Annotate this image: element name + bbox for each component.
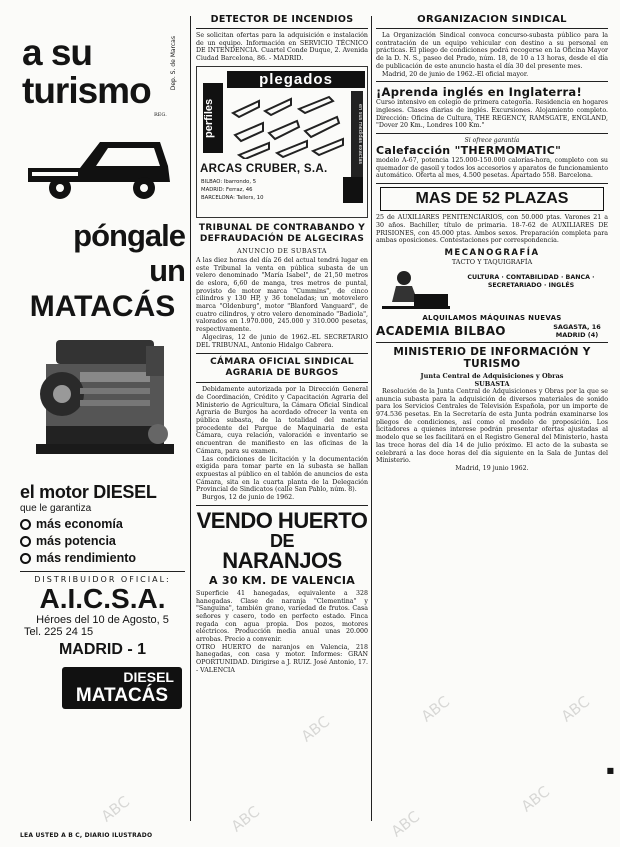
ad-garantiza: que le garantiza: [20, 503, 92, 514]
tribunal-text: A las diez horas del día 26 del actual tendrá lugar en este Tribunal la venta en pública subasta de un velero denominado "María Isabel", de 21,50 metros de eslora, 6,60 de manga, tres metros de puntal, provisto de motor marca "Cummins", de cinco cilindros y 130 HP, y 36 toneladas; un motovelero marca "Oldenburg", motor "Blanford Vanguard", de cuatro cilindros, y otro velero denominado "Badiola", valorados en 1.970.000, 245.000 y 310.000 pesetas, respectivamente.: [196, 256, 368, 334]
calefaccion-title: Calefacción "THERMOMATIC": [376, 144, 562, 158]
vendo-text: Superficie 41 hanegadas, equivalente a 328 hanegadas. Clase de naranja "Clementina" y "Sanguina", también grano, variedad de frutos. Casa señores y casero, todo en perfecto estado. Finca regada con agua propia. Dos pozos, motores eléctricos. Producción media anual unas 20.000 arrobas. Precio a convenir.: [196, 589, 368, 644]
ad-vertical-note: Dep. S. de Marcas: [170, 36, 177, 91]
vendo-location: A 30 KM. DE VALENCIA: [208, 573, 356, 587]
bullet-circle-icon: [20, 536, 31, 547]
vendo-text-2: OTRO HUERTO de naranjos en Valencia, 218 hanegadas, con casa y motor. Informes: GRAN OPORTUNIDAD. Dirigirse a J. RUIZ. José Antonio, 17. - VALENCIA: [196, 643, 368, 674]
footer-slogan: LEA USTED A B C, DIARIO ILUSTRADO: [20, 832, 153, 839]
academia-address: SAGASTA, 16 MADRID (4): [553, 322, 601, 339]
typist-illustration-icon: [378, 268, 452, 314]
abc-watermark: ABC: [97, 792, 134, 826]
ad-address: Héroes del 10 de Agosto, 5: [36, 614, 169, 626]
ad-bullet: [20, 551, 185, 565]
ad-bullet-text: más potencia: [36, 534, 116, 548]
taquigrafia-subtitle: TACTO Y TAQUIGRAFÍA: [451, 257, 533, 266]
badge-matacas: MATACÁS: [75, 685, 169, 706]
badge-diesel: DIESEL: [123, 669, 174, 685]
ingles-text: Curso intensivo en colegio de primera categoría. Residencia en hogares ingleses. Clases diarias de inglés. Excursiones. Alojamiento completo. Dirección: Oficina de Cultura, THE REGENCY, RAMSGATE, ENGLAND, "Dover 20 Km., Londres 100 Km.": [376, 99, 608, 130]
camara-title: CÁMARA OFICIAL SINDICAL AGRARIA DE BURGOS: [210, 357, 354, 379]
ministerio-subtitle: Junta Central de Adquisiciones y Obras: [420, 371, 564, 380]
mas52-title-box: MAS DE 52 PLAZAS: [380, 187, 604, 211]
calefaccion-text: modelo A-67, potencia 125.000-150.000 calorías-hora, completo con su quemador de gasoil y todos los accesorios y aparatos de funcionamiento automático. Oferta al mes, 4.500 pesetas. Apartado 558. Barcelona.: [376, 157, 608, 180]
abc-watermark: ABC: [297, 712, 334, 746]
mecanografia-title: MECANOGRAFÍA: [444, 247, 540, 258]
diesel-engine-icon: [20, 326, 185, 476]
camara-sign: Burgos, 12 de junio de 1962.: [202, 494, 295, 502]
office-line: MADRID: Ferraz, 46: [201, 186, 253, 193]
ministerio-text: Resolución de la Junta Central de Adquisiciones y Obras por la que se anuncia subasta para la adquisición de diversos materiales de sonido para los Servicios Centrales de Televisión Española, por un importe de 974.536 pesetas. En la Secretaría de esta Junta podrán examinarse los pliegos de condiciones, así como el modelo de proposición. Los licitadores a quienes interese podrán presentar ofertas ajustadas al modelo que se les facilitará en el Registro General del Ministerio, hasta las trece horas del día 14 de julio próximo. El acto de la subasta se celebrará a las doce horas del día siguiente en la Sala de Juntas del Ministerio.: [376, 387, 608, 465]
office-line: BARCELONA: Tallers, 10: [201, 194, 264, 201]
ad-city: MADRID - 1: [58, 641, 147, 658]
ministerio-title: MINISTERIO DE INFORMACIÓN Y TURISMO: [393, 345, 591, 370]
office-line: BILBAO: Ibarrondo, 5: [201, 178, 257, 185]
camara-text-2: Las condiciones de licitación y la documentación exigida para tomar parte en la subasta se hallan expuestas al público en el tablón de anuncios de esta Cámara, sita en la cuarta planta de la Delegación Provincial de Sindicatos (calle San Pablo, núm. 8).: [196, 455, 368, 494]
matacas-advertisement: [20, 14, 185, 825]
camara-text: Debidamente autorizada por la Dirección General de Coordinación, Crédito y Capacitación Agraria del Ministerio de Agricultura, la Cámara Oficial Sindical Agraria de Burgos ha acordado ofrecer la venta en pública subasta, de la totalidad del material procedente del Parque de Maquinaria de esta Cámara, cuya relación, valoración e inventario se encuentran de manifiesto en las oficinas de la Cámara, para su examen.: [196, 386, 368, 455]
organizacion-title: ORGANIZACIÓN SINDICAL: [417, 14, 567, 25]
abc-watermark: ABC: [517, 782, 554, 816]
plegados-advertisement: [196, 66, 368, 218]
ingles-title: ¡Aprenda inglés en Inglaterra!: [376, 85, 583, 100]
mas52-text: 25 de AUXILIARES PENITENCIARIOS, con 50.000 ptas. Varones 21 a 30 años. Bachiller, título de primaria. 18-7-62 de AUXILIARES DE PRISIONES, con 45.000 ptas. Ambos sexos. Preparación completa para ambas oposiciones. Contestaciones por correspondencia.: [376, 214, 608, 245]
ad-distribuidor: DISTRIBUIDOR OFICIAL:: [34, 575, 171, 584]
tribunal-title: TRIBUNAL DE CONTRABANDO Y DEFRAUDACIÓN DE ALGECIRAS: [198, 222, 366, 244]
perfiles-label: perfiles: [203, 83, 223, 153]
plegados-brand: ARCAS CRUBER, S.A.: [200, 162, 328, 175]
column-divider: [190, 16, 191, 821]
vendo-title-3: NARANJOS: [222, 547, 342, 573]
tribunal-sign: Algeciras, 12 de junio de 1962.-EL SECRETARIO DEL TRIBUNAL, Antonio Hidalgo Cabrera.: [196, 333, 368, 349]
ad-headline-pongale: póngale: [73, 218, 185, 253]
plegados-black-block: [343, 177, 363, 203]
ad-headline-un: un: [149, 253, 185, 288]
matacas-logo-badge: [62, 667, 182, 709]
organizacion-sign: Madrid, 20 de junio de 1962.-El oficial mayor.: [382, 70, 529, 78]
registered-mark: REG.: [154, 112, 167, 118]
metal-profiles-icon: [229, 93, 347, 159]
organizacion-text: La Organización Sindical convoca concurso-subasta público para la contratación de un equipo vehicular con destino a su personal en prácticas. El pliego de condiciones podrá recogerse en la Oficina Mayor de la D. N. S., paseo del Prado, núm. 18, de 10 a 13 horas, desde el día de publicación de este anuncio hasta el día 30 del presente mes.: [376, 32, 608, 70]
tribunal-subtitle: ANUNCIO DE SUBASTA: [236, 246, 328, 255]
ad-headline-turismo: turismo: [22, 70, 151, 111]
bullet-circle-icon: [20, 553, 31, 564]
ad-motor-diesel: el motor DIESEL: [20, 482, 157, 502]
ad-phone: Tel. 225 24 15: [24, 626, 94, 638]
ad-bullet-text: más rendimiento: [36, 551, 137, 565]
abc-watermark: ABC: [417, 692, 454, 726]
alquiler-line: ALQUILAMOS MÁQUINAS NUEVAS: [422, 313, 562, 322]
abc-watermark: ABC: [227, 802, 264, 836]
ministerio-sign: Madrid, 19 junio 1962.: [455, 464, 529, 472]
abc-watermark: ABC: [387, 807, 424, 841]
cursos-list: CULTURA · CONTABILIDAD · BANCA · SECRETARIADO · INGLÉS: [467, 273, 595, 289]
academia-name: ACADEMIA BILBAO: [376, 323, 506, 338]
middle-column: [196, 14, 368, 825]
ad-bullet-text: más economía: [36, 517, 123, 531]
vendo-title-1: VENDO HUERTO: [196, 507, 368, 533]
bullet-circle-icon: [20, 519, 31, 530]
plegados-side-strip: en sus medidas exactas: [351, 91, 363, 177]
vendo-title-2: DE: [269, 530, 294, 551]
detector-title: DETECTOR DE INCENDIOS: [210, 14, 354, 25]
ad-bullet: [20, 517, 185, 531]
abc-watermark: ABC: [557, 692, 594, 726]
plegados-offices: [201, 178, 263, 202]
plegados-title: plegados: [227, 71, 365, 88]
page-marker: ■: [606, 766, 614, 775]
column-divider: [371, 16, 372, 821]
ad-bullet: [20, 534, 185, 548]
ad-company: A.I.C.S.A.: [39, 583, 166, 614]
car-silhouette-icon: [20, 126, 185, 208]
ad-headline-a-su: a su: [22, 32, 93, 73]
ad-headline-matacas: MATACÁS: [29, 290, 176, 323]
calefaccion-kicker: Si ofrece garantía: [464, 137, 520, 145]
detector-text: Se solicitan ofertas para la adquisición e instalación de un equipo. Información en SERVICIO TÉCNICO DE INTENDENCIA. Cuartel Conde Duque, 2. Avenida Ciudad Barcelona, 86. - MADRID.: [196, 32, 368, 63]
ministerio-subasta: SUBASTA: [474, 379, 510, 388]
